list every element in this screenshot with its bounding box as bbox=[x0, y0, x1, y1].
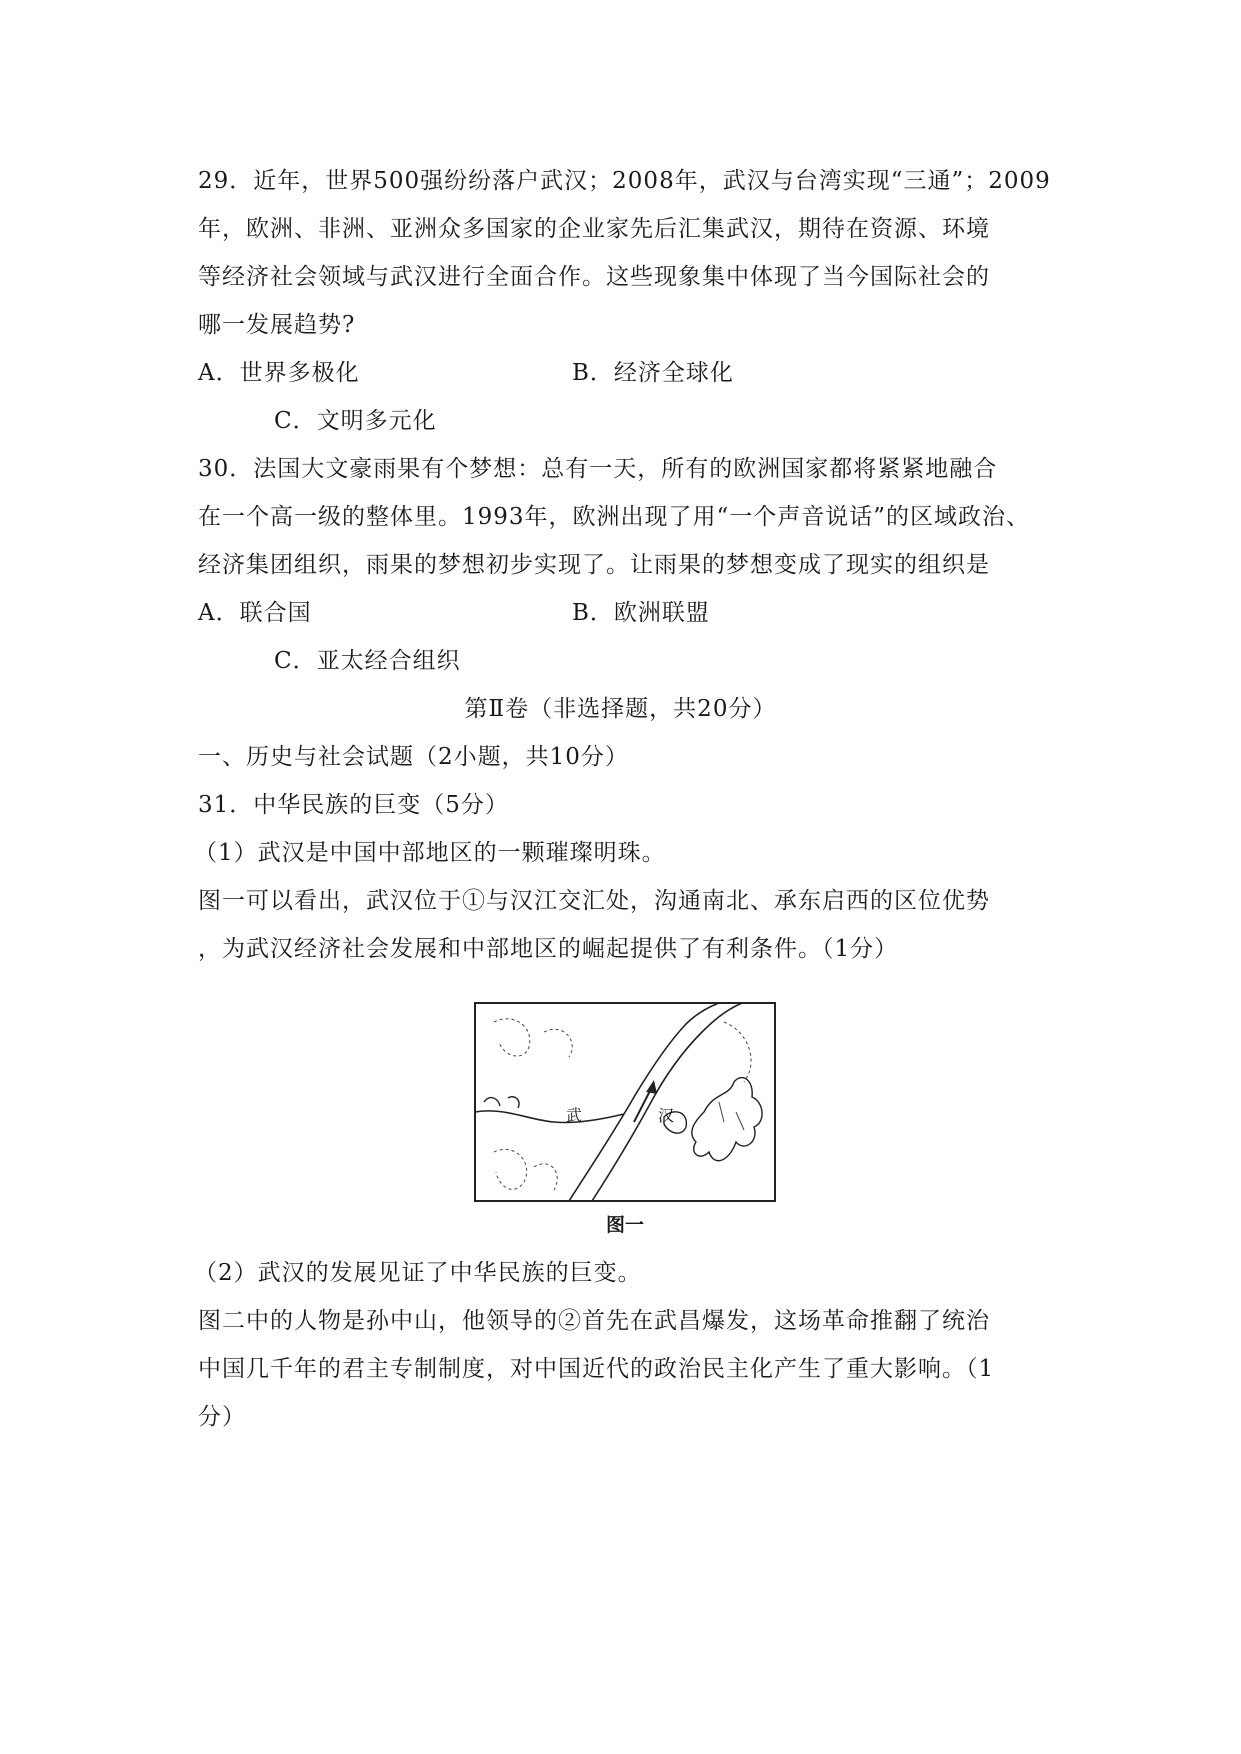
q29-option-b: B．经济全球化 bbox=[572, 360, 734, 386]
q31-sub2-title: （2）武汉的发展见证了中华民族的巨变。 bbox=[194, 1260, 642, 1286]
q31-title: 31．中华民族的巨变（5分） bbox=[198, 792, 509, 818]
q31-sub1-line-2: ，为武汉经济社会发展和中部地区的崛起提供了有利条件。（1分） bbox=[198, 936, 899, 962]
q29-line-4: 哪一发展趋势? bbox=[198, 312, 356, 338]
q29-line-3: 等经济社会领域与武汉进行全面合作。这些现象集中体现了当今国际社会的 bbox=[198, 264, 990, 290]
q31-sub1-title: （1）武汉是中国中部地区的一颗璀璨明珠。 bbox=[194, 840, 666, 866]
figure-1-map bbox=[474, 1002, 776, 1202]
q31-sub2-line-2: 中国几千年的君主专制制度，对中国近代的政治民主化产生了重大影响。（1 bbox=[198, 1356, 995, 1382]
figure-1-caption: 图一 bbox=[605, 1214, 644, 1236]
figure-1-label-han: 汉 bbox=[658, 1106, 675, 1125]
q31-sub1-line-1: 图一可以看出，武汉位于①与汉江交汇处，沟通南北、承东启西的区位优势 bbox=[198, 888, 990, 914]
q31-sub2-line-3: 分） bbox=[198, 1404, 246, 1430]
q30-line-3: 经济集团组织，雨果的梦想初步实现了。让雨果的梦想变成了现实的组织是 bbox=[198, 552, 990, 578]
figure-1-label-wu: 武 bbox=[566, 1106, 583, 1125]
q30-option-c: C．亚太经合组织 bbox=[274, 648, 461, 674]
q31-sub2-line-1: 图二中的人物是孙中山，他领导的②首先在武昌爆发，这场革命推翻了统治 bbox=[198, 1308, 990, 1334]
q29-option-a: A．世界多极化 bbox=[198, 360, 360, 386]
q30-line-1: 30．法国大文豪雨果有个梦想：总有一天，所有的欧洲国家都将紧紧地融合 bbox=[198, 456, 998, 482]
q30-line-2: 在一个高一级的整体里。1993年，欧洲出现了用“一个声音说话”的区域政治、 bbox=[198, 504, 1031, 530]
q29-line-2: 年，欧洲、非洲、亚洲众多国家的企业家先后汇集武汉，期待在资源、环境 bbox=[198, 216, 990, 242]
q30-option-a: A．联合国 bbox=[198, 600, 312, 626]
q29-option-c: C．文明多元化 bbox=[274, 408, 437, 434]
section-2-title: 第Ⅱ卷（非选择题，共20分） bbox=[464, 696, 777, 722]
section-2-part-1: 一、历史与社会试题（2小题，共10分） bbox=[198, 744, 629, 770]
q29-line-1: 29．近年，世界500强纷纷落户武汉；2008年，武汉与台湾实现“三通”；2009 bbox=[198, 168, 1051, 194]
q30-option-b: B．欧洲联盟 bbox=[572, 600, 710, 626]
